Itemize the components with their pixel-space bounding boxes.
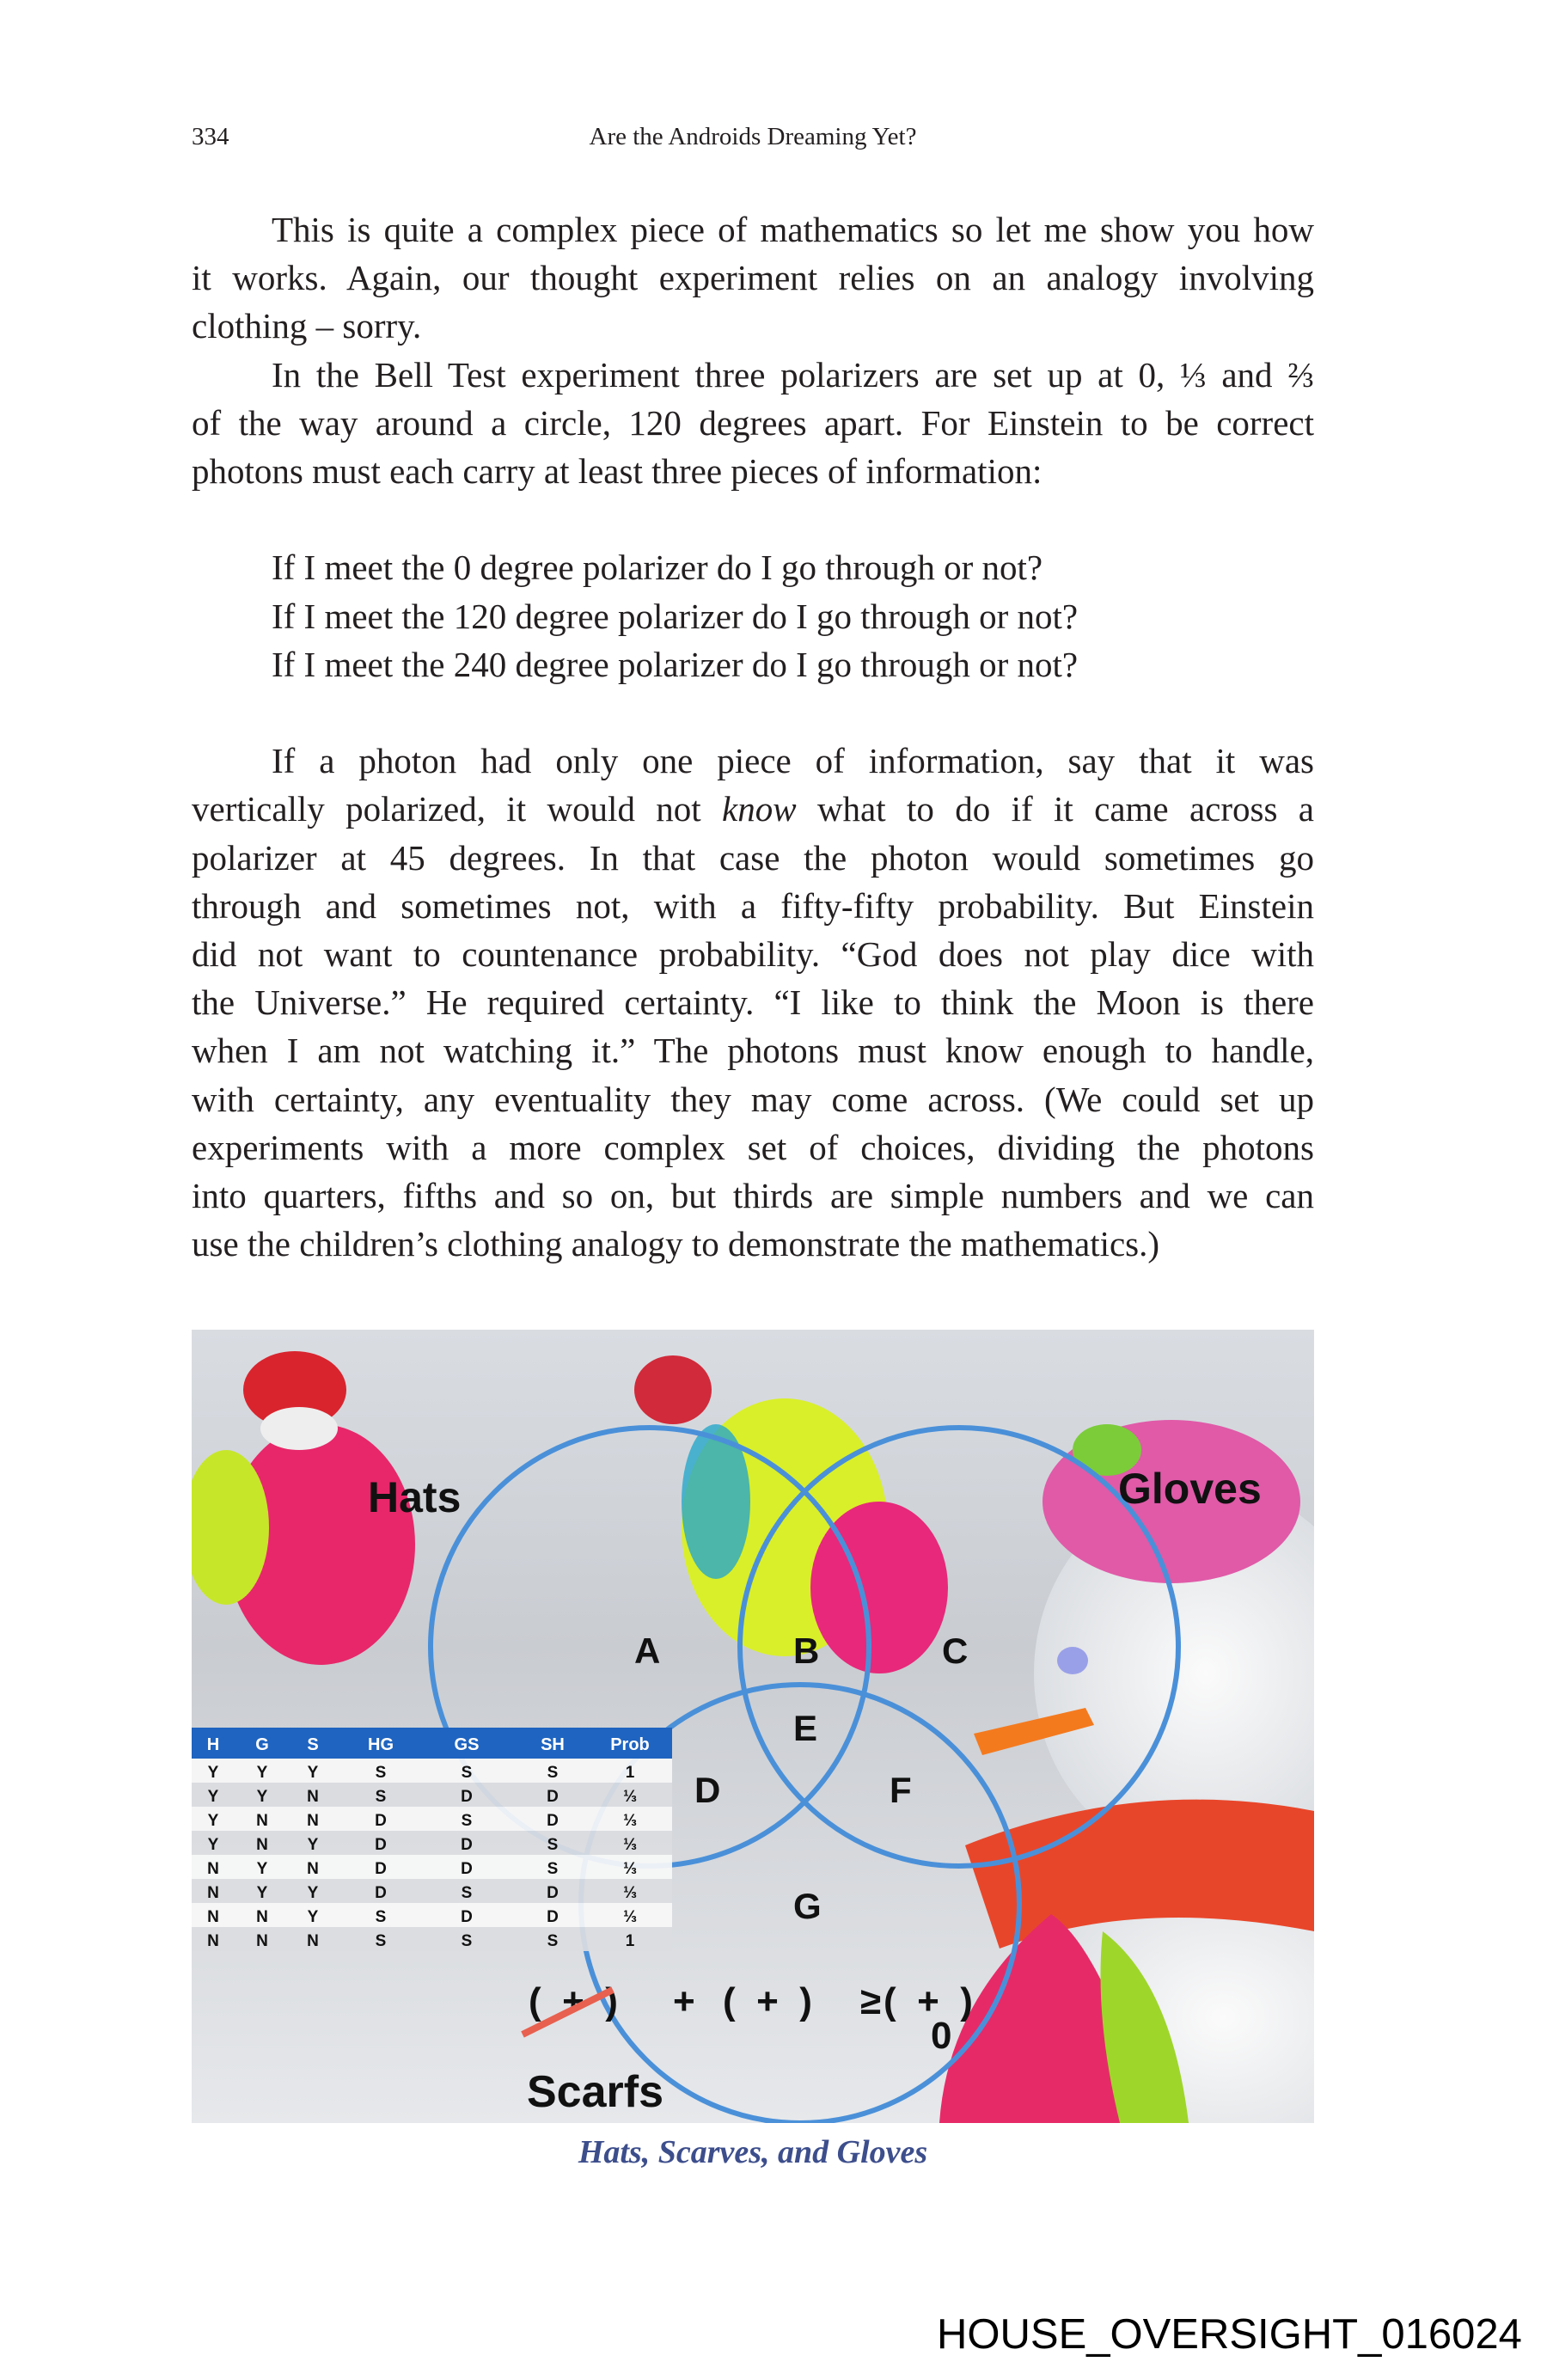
- list-item: If I meet the 120 degree polarizer do I go through or not?: [272, 596, 1079, 636]
- body-text: [192, 205, 1314, 1268]
- table-cell: Y: [207, 1788, 219, 1806]
- table-cell: Y: [207, 1812, 219, 1830]
- table-header-cell: SH: [541, 1735, 565, 1754]
- table-cell: S: [375, 1788, 387, 1806]
- eq-term-1: ( + ): [529, 1980, 618, 2022]
- region-d: D: [694, 1770, 721, 1810]
- text-line: with certainty, any eventuality they may come across. (We could set up: [192, 1079, 1314, 1119]
- table-cell: N: [207, 1932, 219, 1950]
- running-title: Are the Androids Dreaming Yet?: [589, 123, 917, 150]
- question-list: [192, 543, 1314, 688]
- text-line: photons must each carry at least three pieces of information:: [192, 451, 1043, 492]
- table-cell: Y: [207, 1764, 219, 1782]
- table-cell: N: [256, 1932, 268, 1950]
- table-cell: D: [375, 1812, 387, 1830]
- table-cell: Y: [207, 1836, 219, 1854]
- table-cell: Y: [307, 1908, 319, 1926]
- table-cell: N: [256, 1836, 268, 1854]
- table-header-cell: HG: [368, 1735, 394, 1754]
- table-cell: ⅓: [623, 1788, 637, 1806]
- table-header-cell: G: [255, 1735, 269, 1754]
- table-cell: ⅓: [623, 1860, 637, 1878]
- table-cell: N: [307, 1860, 319, 1878]
- text-segment: what to do if it came across a: [796, 789, 1314, 829]
- eq-term-3: ( + ): [884, 1980, 973, 2022]
- table-cell: Y: [256, 1788, 268, 1806]
- table-cell: N: [307, 1788, 319, 1806]
- region-a: A: [634, 1631, 661, 1671]
- table-cell: ⅓: [623, 1884, 637, 1902]
- list-item: If I meet the 240 degree polarizer do I go through or not?: [272, 644, 1079, 684]
- eq-term-2: ( + ): [723, 1980, 812, 2022]
- table-cell: D: [547, 1908, 559, 1926]
- table-cell: D: [461, 1908, 473, 1926]
- page-number: 334: [192, 123, 229, 150]
- eq-plus: +: [673, 1980, 695, 2022]
- table-cell: N: [307, 1812, 319, 1830]
- table-cell: ⅓: [623, 1908, 637, 1926]
- table-cell: S: [461, 1812, 473, 1830]
- text-line: of the way around a circle, 120 degrees apart. For Einstein to be correct: [192, 402, 1314, 443]
- table-cell: S: [547, 1932, 559, 1950]
- table-cell: 1: [625, 1932, 635, 1950]
- list-item: If I meet the 0 degree polarizer do I go through or not?: [272, 548, 1043, 588]
- text-line: it works. Again, our thought experiment relies on an analogy involving: [192, 258, 1314, 298]
- table-cell: D: [461, 1836, 473, 1854]
- table-cell: S: [461, 1932, 473, 1950]
- table-cell: Y: [256, 1764, 268, 1782]
- table-cell: D: [375, 1884, 387, 1902]
- table-header-cell: GS: [454, 1735, 480, 1754]
- text-line: clothing – sorry.: [192, 306, 422, 346]
- table-cell: D: [375, 1860, 387, 1878]
- table-cell: Y: [307, 1764, 319, 1782]
- text-line: experiments with a more complex set of choices, dividing the photons: [192, 1127, 1314, 1167]
- table-cell: D: [547, 1812, 559, 1830]
- table-cell: S: [547, 1764, 559, 1782]
- text-line: polarizer at 45 degrees. In that case the photon would sometimes go: [192, 837, 1314, 878]
- scarfs-label: Scarfs: [527, 2067, 663, 2117]
- table-cell: Y: [256, 1860, 268, 1878]
- bates-stamp: HOUSE_OVERSIGHT_016024: [937, 2311, 1522, 2358]
- italic-word: know: [722, 789, 797, 829]
- table-header-cell: Prob: [610, 1735, 650, 1754]
- table-cell: N: [207, 1884, 219, 1902]
- table-cell: S: [375, 1764, 387, 1782]
- text-segment: vertically polarized, it would not: [192, 789, 723, 829]
- table-header-cell: S: [307, 1735, 319, 1754]
- text-line: into quarters, fifths and so on, but thirds are simple numbers and we can: [192, 1176, 1314, 1216]
- table-cell: D: [547, 1788, 559, 1806]
- text-line: the Universe.” He required certainty. “I like to think the Moon is there: [192, 982, 1314, 1023]
- eq-zero: 0: [931, 2015, 952, 2057]
- table-cell: N: [207, 1860, 219, 1878]
- eq-geq: ≥: [860, 1980, 882, 2022]
- table-cell: S: [547, 1860, 559, 1878]
- gloves-label: Gloves: [1118, 1465, 1262, 1513]
- table-cell: Y: [307, 1836, 319, 1854]
- figure-caption: Hats, Scarves, and Gloves: [578, 2134, 928, 2170]
- paragraph-2: [192, 351, 1314, 496]
- table-cell: ⅓: [623, 1812, 637, 1830]
- truth-table: [192, 1728, 672, 1951]
- table-cell: S: [461, 1884, 473, 1902]
- text-line: when I am not watching it.” The photons must know enough to handle,: [192, 1031, 1314, 1071]
- table-cell: Y: [307, 1884, 319, 1902]
- region-b: B: [793, 1631, 820, 1671]
- table-cell: S: [547, 1836, 559, 1854]
- table-cell: N: [256, 1812, 268, 1830]
- table-cell: S: [375, 1908, 387, 1926]
- table-cell: D: [375, 1836, 387, 1854]
- paragraph-1: [192, 205, 1314, 351]
- table-cell: N: [256, 1908, 268, 1926]
- table-cell: N: [207, 1908, 219, 1926]
- region-e: E: [793, 1708, 818, 1748]
- text-line: use the children’s clothing analogy to demonstrate the mathematics.): [192, 1224, 1160, 1264]
- hats-label: Hats: [368, 1473, 462, 1521]
- text-line: If a photon had only one piece of information, say that it was: [272, 741, 1314, 781]
- table-cell: ⅓: [623, 1836, 637, 1854]
- table-cell: D: [461, 1860, 473, 1878]
- text-line: through and sometimes not, with a fifty-fifty probability. But Einstein: [192, 885, 1314, 926]
- table-cell: D: [547, 1884, 559, 1902]
- region-f: F: [890, 1770, 912, 1810]
- table-cell: Y: [256, 1884, 268, 1902]
- text-line: This is quite a complex piece of mathematics so let me show you how: [272, 210, 1314, 249]
- venn-figure: [192, 1330, 1314, 2123]
- region-c: C: [942, 1631, 969, 1671]
- text-line: In the Bell Test experiment three polarizers are set up at 0, ⅓ and ⅔: [272, 354, 1314, 395]
- table-cell: S: [375, 1932, 387, 1950]
- table-cell: D: [461, 1788, 473, 1806]
- table-cell: N: [307, 1932, 319, 1950]
- text-line: [192, 785, 1314, 833]
- region-g: G: [793, 1886, 822, 1926]
- paragraph-3: [192, 737, 1314, 1268]
- table-cell: 1: [625, 1764, 635, 1782]
- table-header-cell: H: [206, 1735, 220, 1754]
- table-cell: S: [461, 1764, 473, 1782]
- text-line: did not want to countenance probability. “God does not play dice with: [192, 934, 1314, 975]
